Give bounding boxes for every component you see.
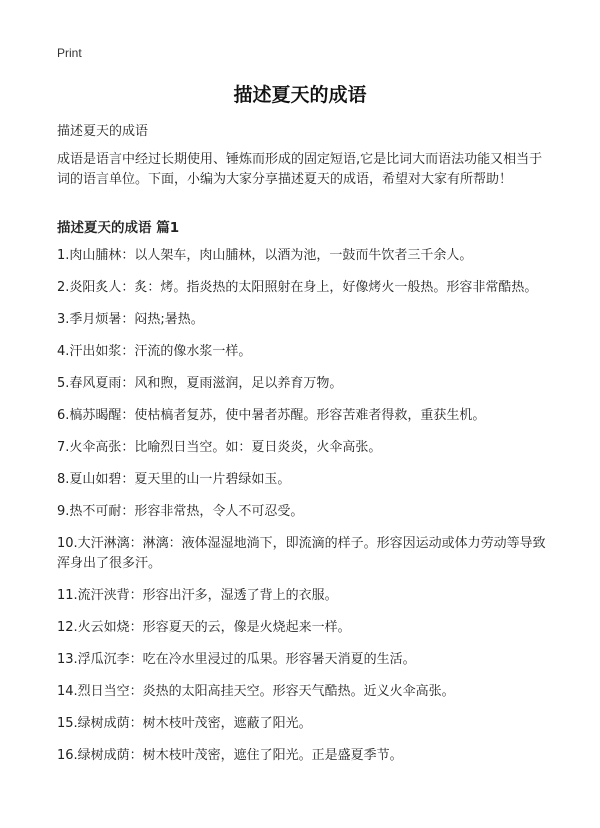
list-item: 10.大汗淋漓：淋漓：液体湿湿地淌下，即流滴的样子。形容因运动或体力劳动等导致浑身出了很多汗。 xyxy=(57,536,546,571)
list-item: 1.肉山脯林：以人架车，肉山脯林，以酒为池，一鼓而牛饮者三千余人。 xyxy=(57,248,473,263)
list-item: 11.流汗浃背：形容出汗多，湿透了背上的衣服。 xyxy=(57,588,338,603)
list-item: 3.季月烦暑：闷热;暑热。 xyxy=(57,312,204,327)
list-item: 9.热不可耐：形容非常热，令人不可忍受。 xyxy=(57,504,304,519)
list-item: 5.春风夏雨：风和煦，夏雨滋润，足以养育万物。 xyxy=(57,376,343,391)
print-label: Print xyxy=(57,46,82,60)
idiom-list xyxy=(57,246,552,778)
list-item: 12.火云如烧：形容夏天的云，像是火烧起来一样。 xyxy=(57,620,351,635)
list-item: 4.汗出如浆：汗流的像水浆一样。 xyxy=(57,344,252,359)
list-item: 14.烈日当空：炎热的太阳高挂天空。形容天气酷热。近义火伞高张。 xyxy=(57,684,455,699)
list-item: 8.夏山如碧：夏天里的山一片碧绿如玉。 xyxy=(57,472,291,487)
list-item: 6.槁苏暍醒：使枯槁者复苏，使中暑者苏醒。形容苦难者得救，重获生机。 xyxy=(57,408,486,423)
page-title: 描述夏天的成语 xyxy=(233,84,367,106)
list-item: 7.火伞高张：比喻烈日当空。如：夏日炎炎，火伞高张。 xyxy=(57,440,382,455)
section-heading: 描述夏天的成语 篇1 xyxy=(57,220,180,236)
list-item: 13.浮瓜沉李：吃在冷水里浸过的瓜果。形容暑天消夏的生活。 xyxy=(57,652,416,667)
intro-paragraph: 成语是语言中经过长期使用、锤炼而形成的固定短语,它是比词大而语法功能又相当于词的语言单位。下面，小编为大家分享描述夏天的成语，希望对大家有所帮助！ xyxy=(57,152,543,187)
subtitle: 描述夏天的成语 xyxy=(57,124,149,139)
list-item: 16.绿树成荫：树木枝叶茂密，遮住了阳光。正是盛夏季节。 xyxy=(57,748,403,763)
list-item: 2.炎阳炙人：炙：烤。指炎热的太阳照射在身上，好像烤火一般热。形容非常酷热。 xyxy=(57,280,538,295)
list-item: 15.绿树成荫：树木枝叶茂密，遮蔽了阳光。 xyxy=(57,716,312,731)
